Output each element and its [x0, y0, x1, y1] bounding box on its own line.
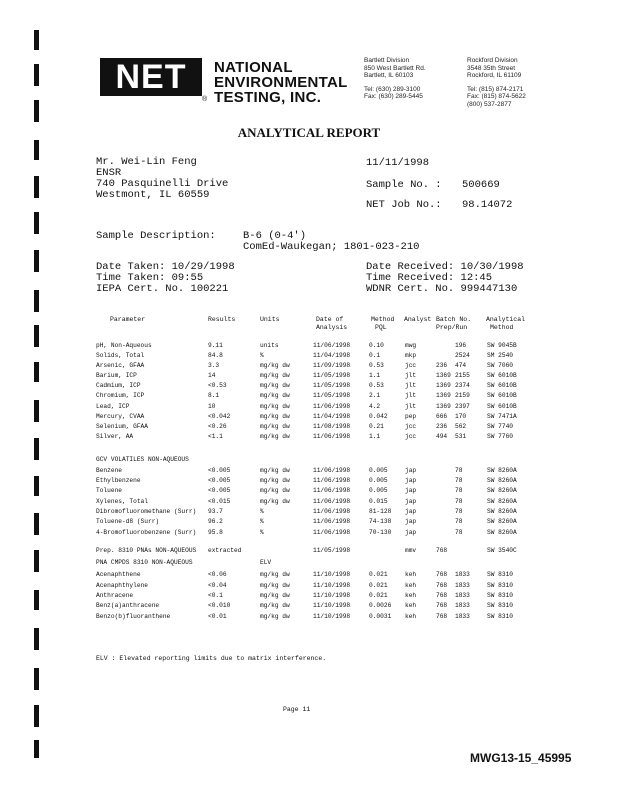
cell-b: 236 [436, 423, 448, 430]
cell-a: keh [405, 602, 417, 609]
cell-q: 1.1 [369, 372, 381, 379]
cell-q: 0.021 [369, 571, 388, 578]
cell-m: SW 6010B [487, 382, 517, 389]
cell-r: <1.1 [208, 433, 223, 440]
cell-p: Barium, ICP [96, 372, 137, 379]
cell-q: 0.005 [369, 467, 388, 474]
cell-b: 768 [436, 613, 448, 620]
cell-r: <0.06 [208, 571, 227, 578]
cell-r: <0.01 [208, 613, 227, 620]
table-row [96, 361, 536, 371]
cell-pr: 78 [455, 518, 463, 525]
cell-q: 0.1 [369, 352, 381, 359]
binder-mark [34, 705, 39, 727]
table-row [96, 371, 536, 381]
binder-mark [34, 400, 39, 422]
cell-r: <0.04 [208, 582, 227, 589]
cell-q: 70-130 [369, 529, 392, 536]
cell-d: 11/09/1998 [313, 362, 351, 369]
cell-q: 0.21 [369, 423, 384, 430]
table-row [96, 412, 536, 422]
table-row [96, 466, 536, 476]
cell-u: mg/kg dw [260, 392, 290, 399]
table-row [96, 476, 536, 486]
cell-q: 81-128 [369, 508, 392, 515]
table-row [96, 591, 536, 601]
cell-m: SW 8260A [487, 467, 517, 474]
table-row [96, 546, 536, 556]
cell-pr: 2159 [455, 392, 470, 399]
cell-q: 0.005 [369, 487, 388, 494]
cell-pr: 2155 [455, 372, 470, 379]
cell-r: <0.1 [208, 592, 223, 599]
cell-u: mg/kg dw [260, 433, 290, 440]
cell-u: mg/kg dw [260, 403, 290, 410]
cell-a: jap [405, 508, 417, 515]
cell-u: % [260, 508, 264, 515]
cell-p: pH, Non-Aqueous [96, 342, 152, 349]
cell-r: 95.8 [208, 529, 223, 536]
binder-mark [34, 325, 39, 347]
cell-r: <0.53 [208, 382, 227, 389]
cell-u: mg/kg dw [260, 362, 290, 369]
sample-description-line1: B-6 (0-4') [243, 230, 307, 242]
table-row [96, 402, 536, 412]
cell-q: 2.1 [369, 392, 381, 399]
cell-u: mg/kg dw [260, 467, 290, 474]
cell-p: GCV VOLATILES NON-AQUEOUS [96, 456, 189, 463]
table-row [96, 381, 536, 391]
cell-r: 96.2 [208, 518, 223, 525]
cell-d: 11/06/1998 [313, 508, 351, 515]
binder-mark [34, 64, 39, 86]
cell-m: SW 8310 [487, 613, 513, 620]
cell-u: mg/kg dw [260, 423, 290, 430]
cell-p: Lead, ICP [96, 403, 130, 410]
cell-r: extracted [208, 547, 242, 554]
cell-m: SW 8310 [487, 582, 513, 589]
table-row [96, 558, 536, 568]
cell-p: Acenaphthylene [96, 582, 148, 589]
cell-pr: 1833 [455, 592, 470, 599]
cell-r: 10 [208, 403, 216, 410]
sample-no-label: Sample No. : [366, 179, 442, 191]
cell-m: SW 7740 [487, 423, 513, 430]
binder-mark [34, 30, 39, 50]
cell-pr: 562 [455, 423, 467, 430]
table-row [96, 455, 536, 465]
cell-d: 11/06/1998 [313, 403, 351, 410]
cell-p: Chromium, ICP [96, 392, 145, 399]
binder-mark [34, 362, 39, 382]
binder-mark [34, 438, 39, 460]
cell-d: 11/06/1998 [313, 498, 351, 505]
cell-u: ELV [260, 559, 272, 566]
cell-a: jap [405, 529, 417, 536]
sample-no: 500669 [462, 179, 500, 191]
cell-a: jap [405, 467, 417, 474]
cell-u: % [260, 352, 264, 359]
cell-a: keh [405, 571, 417, 578]
rockford-address: Rockford Division 3548 35th Street Rockford, IL 61109 Tel: (815) 874-2171 Fax: (815) 874-5622 (800) 537-2877 [467, 57, 526, 108]
cell-pr: 474 [455, 362, 467, 369]
cell-p: Solids, Total [96, 352, 145, 359]
cell-d: 11/06/1998 [313, 477, 351, 484]
cell-u: mg/kg dw [260, 571, 290, 578]
cell-m: SW 7060 [487, 362, 513, 369]
cell-a: jap [405, 487, 417, 494]
cell-pr: 2524 [455, 352, 470, 359]
cell-q: 0.53 [369, 382, 384, 389]
cell-q: 0.015 [369, 498, 388, 505]
cell-a: jcc [405, 362, 417, 369]
table-row [96, 391, 536, 401]
cell-a: mmv [405, 547, 417, 554]
cell-p: Prep. 8310 PNAs NON-AQUEOUS [96, 547, 197, 554]
binder-mark [34, 628, 39, 650]
cell-d: 11/10/1998 [313, 613, 351, 620]
cell-q: 4.2 [369, 403, 381, 410]
sampling-info: Date Taken: 10/29/1998 Time Taken: 09:55 IEPA Cert. No. 100221 [96, 261, 235, 295]
binder-mark [34, 100, 39, 122]
cell-pr: 196 [455, 342, 467, 349]
footnote: ELV : Elevated reporting limits due to matrix interference. [96, 655, 327, 662]
cell-u: mg/kg dw [260, 582, 290, 589]
table-row [96, 432, 536, 442]
cell-m: SW 8260A [487, 487, 517, 494]
document-id: MWG13-15_45995 [470, 751, 572, 765]
cell-pr: 78 [455, 529, 463, 536]
table-row [96, 486, 536, 496]
cell-a: jlt [405, 372, 417, 379]
cell-r: 84.8 [208, 352, 223, 359]
cell-u: mg/kg dw [260, 498, 290, 505]
cell-r: <0.005 [208, 467, 231, 474]
cell-m: SW 8260A [487, 518, 517, 525]
client-address: Mr. Wei-Lin Feng ENSR 740 Pasquinelli Drive Westmont, IL 60559 [96, 156, 229, 201]
cell-p: Selenium, GFAA [96, 423, 148, 430]
cell-q: 0.021 [369, 582, 388, 589]
cell-d: 11/06/1998 [313, 518, 351, 525]
cell-p: Arsenic, GFAA [96, 362, 145, 369]
cell-d: 11/10/1998 [313, 582, 351, 589]
cell-a: keh [405, 613, 417, 620]
cell-m: SW 8310 [487, 571, 513, 578]
cell-a: jap [405, 477, 417, 484]
table-row [96, 422, 536, 432]
binder-mark [34, 290, 39, 312]
cell-r: <0.015 [208, 498, 231, 505]
page-number: Page 11 [283, 706, 311, 713]
cell-m: SW 8310 [487, 602, 513, 609]
cell-q: 1.1 [369, 433, 381, 440]
cell-a: keh [405, 582, 417, 589]
table-row [96, 517, 536, 527]
cell-b: 1369 [436, 382, 451, 389]
cell-m: SW 6010B [487, 403, 517, 410]
cell-a: keh [405, 592, 417, 599]
cell-a: jcc [405, 433, 417, 440]
cell-d: 11/06/1998 [313, 487, 351, 494]
cell-a: jlt [405, 392, 417, 399]
table-row [96, 351, 536, 361]
cell-p: 4-Bromofluorobenzene (Surr) [96, 529, 197, 536]
cell-pr: 2397 [455, 403, 470, 410]
cell-p: Acenaphthene [96, 571, 141, 578]
cell-r: 14 [208, 372, 216, 379]
cell-pr: 1833 [455, 602, 470, 609]
bartlett-address: Bartlett Division 850 West Bartlett Rd. Bartlett, IL 60103 Tel: (630) 289-3100 Fax: (630) 289-5445 [364, 57, 426, 100]
cell-a: mkp [405, 352, 417, 359]
cell-b: 768 [436, 592, 448, 599]
cell-m: SW 8260A [487, 477, 517, 484]
table-row [96, 581, 536, 591]
cell-pr: 78 [455, 487, 463, 494]
cell-q: 0.021 [369, 592, 388, 599]
cell-pr: 531 [455, 433, 467, 440]
table-row [96, 507, 536, 517]
cell-d: 11/06/1998 [313, 342, 351, 349]
cell-a: jap [405, 518, 417, 525]
cell-d: 11/06/1998 [313, 433, 351, 440]
cell-d: 11/05/1998 [313, 382, 351, 389]
cell-d: 11/04/1998 [313, 352, 351, 359]
binder-mark [34, 740, 39, 758]
cell-d: 11/10/1998 [313, 602, 351, 609]
cell-r: <0.005 [208, 487, 231, 494]
cell-q: 0.042 [369, 413, 388, 420]
cell-pr: 2374 [455, 382, 470, 389]
cell-p: Dibromofluoromethane (Surr) [96, 508, 197, 515]
cell-a: jlt [405, 403, 417, 410]
cell-m: SW 8310 [487, 592, 513, 599]
cell-u: mg/kg dw [260, 413, 290, 420]
binder-mark [34, 212, 39, 234]
cell-u: % [260, 529, 264, 536]
cell-p: Benzene [96, 467, 122, 474]
cell-u: mg/kg dw [260, 613, 290, 620]
cell-q: 0.0026 [369, 602, 392, 609]
cell-b: 1369 [436, 392, 451, 399]
cell-m: SW 6010B [487, 392, 517, 399]
cell-m: SM 2540 [487, 352, 513, 359]
cell-r: <0.005 [208, 477, 231, 484]
table-row [96, 528, 536, 538]
cell-pr: 78 [455, 498, 463, 505]
table-row [96, 341, 536, 351]
report-title: ANALYTICAL REPORT [237, 125, 381, 140]
cell-u: mg/kg dw [260, 477, 290, 484]
cell-b: 768 [436, 582, 448, 589]
cell-a: jlt [405, 382, 417, 389]
cell-u: mg/kg dw [260, 487, 290, 494]
cell-b: 236 [436, 362, 448, 369]
binder-mark [34, 550, 39, 572]
cell-m: SW 7471A [487, 413, 517, 420]
table-row [96, 612, 536, 622]
cell-p: Silver, AA [96, 433, 134, 440]
cell-pr: 1833 [455, 613, 470, 620]
cell-b: 494 [436, 433, 448, 440]
cell-p: Toluene-d8 (Surr) [96, 518, 160, 525]
table-row [96, 570, 536, 580]
cell-r: 8.1 [208, 392, 220, 399]
cell-u: mg/kg dw [260, 382, 290, 389]
cell-d: 11/06/1998 [313, 467, 351, 474]
cell-pr: 1833 [455, 582, 470, 589]
cell-p: Cadmium, ICP [96, 382, 141, 389]
cell-p: Xylenes, Total [96, 498, 148, 505]
cell-m: SW 7760 [487, 433, 513, 440]
cell-m: SW 6010B [487, 372, 517, 379]
cell-r: 93.7 [208, 508, 223, 515]
cell-b: 768 [436, 571, 448, 578]
cell-a: jcc [405, 423, 417, 430]
cell-pr: 78 [455, 508, 463, 515]
cell-r: 3.3 [208, 362, 220, 369]
cell-p: Anthracene [96, 592, 134, 599]
cell-r: <0.010 [208, 602, 231, 609]
cell-q: 0.53 [369, 362, 384, 369]
cell-b: 666 [436, 413, 448, 420]
table-row [96, 601, 536, 611]
cell-d: 11/05/1998 [313, 372, 351, 379]
cell-m: SW 8260A [487, 508, 517, 515]
company-logo: NET [100, 58, 202, 96]
cell-d: 11/10/1998 [313, 592, 351, 599]
cell-q: 74-138 [369, 518, 392, 525]
table-row [96, 497, 536, 507]
cell-u: mg/kg dw [260, 602, 290, 609]
cell-b: 1369 [436, 403, 451, 410]
cell-d: 11/10/1998 [313, 571, 351, 578]
cell-p: Mercury, CVAA [96, 413, 145, 420]
cell-q: 0.005 [369, 477, 388, 484]
cell-pr: 1833 [455, 571, 470, 578]
cell-p: Benzo(b)fluoranthene [96, 613, 171, 620]
cell-b: 1369 [436, 372, 451, 379]
cell-u: units [260, 342, 279, 349]
binder-mark [34, 513, 39, 535]
cell-p: Ethylbenzene [96, 477, 141, 484]
cell-b: 768 [436, 602, 448, 609]
cell-a: pep [405, 413, 417, 420]
cell-p: Toluene [96, 487, 122, 494]
cell-p: Benz(a)anthracene [96, 602, 160, 609]
company-name: NATIONAL ENVIRONMENTAL TESTING, INC. [214, 59, 348, 106]
cell-r: <0.042 [208, 413, 231, 420]
cell-b: 768 [436, 547, 448, 554]
cell-r: <0.26 [208, 423, 227, 430]
sample-description-label: Sample Description: [96, 230, 216, 242]
cell-m: SW 3540C [487, 547, 517, 554]
cell-m: SW 9045B [487, 342, 517, 349]
cell-pr: 170 [455, 413, 467, 420]
binder-mark [34, 176, 39, 198]
binder-mark [34, 476, 39, 496]
job-no: 98.14072 [462, 199, 513, 211]
registered-mark: ® [202, 96, 208, 103]
report-date: 11/11/1998 [366, 157, 430, 169]
results-table-header: Parameter Results Units Date of Analysis Method PQL Analyst Batch No. Prep/Run Analytical Method [110, 316, 526, 331]
cell-m: SW 8260A [487, 529, 517, 536]
cell-pr: 78 [455, 467, 463, 474]
cell-d: 11/04/1998 [313, 413, 351, 420]
cell-q: 0.0031 [369, 613, 392, 620]
cell-q: 0.10 [369, 342, 384, 349]
cell-pr: 78 [455, 477, 463, 484]
cell-a: jap [405, 498, 417, 505]
binder-mark [34, 250, 39, 272]
binder-mark [34, 590, 39, 610]
cell-m: SW 8260A [487, 498, 517, 505]
cell-u: mg/kg dw [260, 372, 290, 379]
receipt-info: Date Received: 10/30/1998 Time Received: 12:45 WDNR Cert. No. 999447130 [366, 261, 524, 295]
cell-u: % [260, 518, 264, 525]
job-no-label: NET Job No.: [366, 199, 442, 211]
cell-p: PNA CMPDS 8310 NON-AQUEOUS [96, 559, 193, 566]
cell-r: 9.11 [208, 342, 223, 349]
cell-d: 11/05/1998 [313, 392, 351, 399]
cell-d: 11/06/1998 [313, 529, 351, 536]
cell-d: 11/05/1998 [313, 547, 351, 554]
cell-a: mwg [405, 342, 417, 349]
binder-mark [34, 140, 39, 160]
binder-mark [34, 668, 39, 690]
cell-u: mg/kg dw [260, 592, 290, 599]
cell-d: 11/08/1998 [313, 423, 351, 430]
sample-description-line2: ComEd-Waukegan; 1801-023-210 [243, 241, 420, 253]
